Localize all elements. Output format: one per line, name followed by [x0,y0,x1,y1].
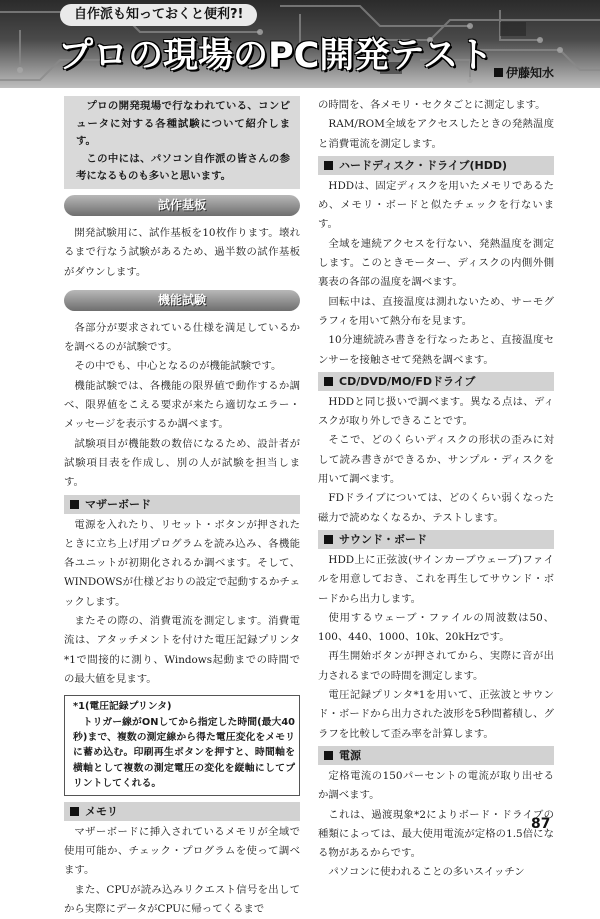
left-column [64,96,300,919]
body-paragraph: そこで、どのくらいディスクの形状の歪みに対して読み書きができるか、サンプル・ディスクを用いて調べます。 [318,434,554,486]
body-paragraph: その中でも、中心となるのが機能試験です。 [74,360,282,373]
body-paragraph: 使用するウェーブ・ファイルの周波数は50、100、440、1000、10k、20kHzです。 [318,611,554,644]
subheading-label: 電源 [339,748,361,762]
body-paragraph: 再生開始ボタンが押されてから、実際に音が出力されるまでの時間を測定します。 [318,650,554,682]
body-paragraph: 10分連続読み書きを行なったあと、直接温度センサーを接触させて発熱を調べます。 [318,334,554,366]
body-paragraph: 全域を連続アクセスを行ない、発熱温度を測定します。このときモーター、ディスクの内側外側裏表の各部の温度を調べます。 [318,237,554,289]
body-paragraph: パソコンに使われることの多いスイッチン [328,866,525,879]
page-header [0,0,600,88]
body-paragraph: 定格電流の150パーセントの電流が取り出せるか調べます。 [318,769,554,802]
body-paragraph: 機能試験では、各機能の限界値で動作するか調べ、限界値をこえる要求が来たら適切なエラー・メッセージを表示するか調べます。 [64,379,300,431]
square-bullet-icon [494,68,503,77]
square-bullet-icon [324,161,333,170]
subheading-sound [318,530,554,549]
body-paragraph: HDD上に正弦波(サインカーブウェーブ)ファイルを用意しておき、これを再生してサウンド・ボードから出力します。 [318,553,554,605]
body-paragraph: 開発試験用に、試作基板を10枚作ります。壊れるまで行なう試験があるため、過半数の試作基板がダウンします。 [64,226,300,278]
lead-paragraph: この中には、パソコン自作派の皆さんの参考になるものも多いと思います。 [76,152,290,183]
subheading-label: メモリ [85,804,118,818]
right-column [318,96,554,883]
author-byline [494,64,554,81]
body-paragraph: 試験項目が機能数の数倍になるため、設計者が試験項目表を作成し、別の人が試験を担当します。 [64,437,300,489]
lead-paragraph: プロの開発現場で行なわれている、コンピュータに対する各種試験について紹介します。 [76,100,290,148]
body-paragraph: 電源を入れたり、リセット・ボタンが押されたときに立ち上げ用プログラムを読み込み、各機能各ユニットが初期化されるか調べます。そして、WINDOWSが仕様どおりの設定で起動するかチェックします。 [64,518,300,608]
body-paragraph: HDDと同じ扱いで調べます。異なる点は、ディスクが取り外しできることです。 [318,395,554,428]
body-paragraph: またその際の、消費電流を測定します。消費電流は、アタッチメントを付けた電圧記録プリンタ*1で間接的に測り、Windows起動までの時間での最大値を見ます。 [64,615,300,685]
body-paragraph: 電圧記録プリンタ*1を用いて、正弦波とサウンド・ボードから出力された波形を5秒間蓄積し、グラフを比較して歪み率を計算します。 [318,689,554,740]
subheading-hdd [318,156,554,175]
footnote-body: トリガー線がONしてから指定した時間(最大40秒)まで、複数の測定線から得た電圧変化をメモリに蓄め込む。印刷再生ボタンを押すと、時間軸を横軸として複数の測定電圧の変化を縦軸にしてプリントしてくれる。 [73,716,295,790]
footnote-title: *1(電圧記録プリンタ) [73,701,172,713]
body-paragraph: 回転中は、直接温度は測れないため、サーモグラフィを用いて熱分布を見ます。 [318,295,554,327]
body-paragraph: 各部分が要求されている仕様を満足しているかを調べるのが試験です。 [64,321,300,354]
subheading-optical [318,372,554,391]
page-number: 87 [531,816,551,832]
square-bullet-icon [324,377,333,386]
author-name: 伊藤知水 [506,66,555,80]
subheading-label: CD/DVD/MO/FDドライブ [339,374,476,388]
subheading-memory [64,802,300,821]
page-title: プロの現場のPC開発テスト [58,36,493,76]
body-paragraph: マザーボードに挿入されているメモリが全域で使用可能か、チェック・プログラムを使って調べます。 [64,825,300,877]
section-heading-prototype: 試作基板 [64,195,300,216]
subheading-motherboard [64,495,300,514]
subheading-label: ハードディスク・ドライブ(HDD) [339,158,507,172]
subheading-label: サウンド・ボード [339,532,427,546]
body-paragraph: HDDは、固定ディスクを用いたメモリであるため、メモリ・ボードと似たチェックを行ないます。 [318,179,554,231]
body-paragraph: これは、過渡現象*2によりボード・ドライブの種類によっては、最大使用電流が定格の1.5倍になる物があるからです。 [318,808,554,860]
lead-box [64,96,300,189]
body-paragraph: また、CPUが読み込みリクエスト信号を出してから実際にデータがCPUに帰ってくるまで [64,883,300,915]
square-bullet-icon [70,500,79,509]
section-heading-functional: 機能試験 [64,290,300,311]
body-paragraph: FDドライブについては、どのくらい弱くなった磁力で読めなくなるか、テストします。 [318,492,554,524]
footnote-box [64,695,300,795]
square-bullet-icon [70,807,79,816]
subheading-label: マザーボード [85,497,151,511]
header-kicker: 自作派も知っておくと便利?! [60,4,257,26]
square-bullet-icon [324,535,333,544]
body-paragraph: RAM/ROM全域をアクセスしたときの発熱温度と消費電流を測定します。 [318,118,554,150]
subheading-power [318,746,554,765]
square-bullet-icon [324,751,333,760]
body-paragraph-continued: の時間を、各メモリ・セクタごとに測定します。 [318,99,546,111]
